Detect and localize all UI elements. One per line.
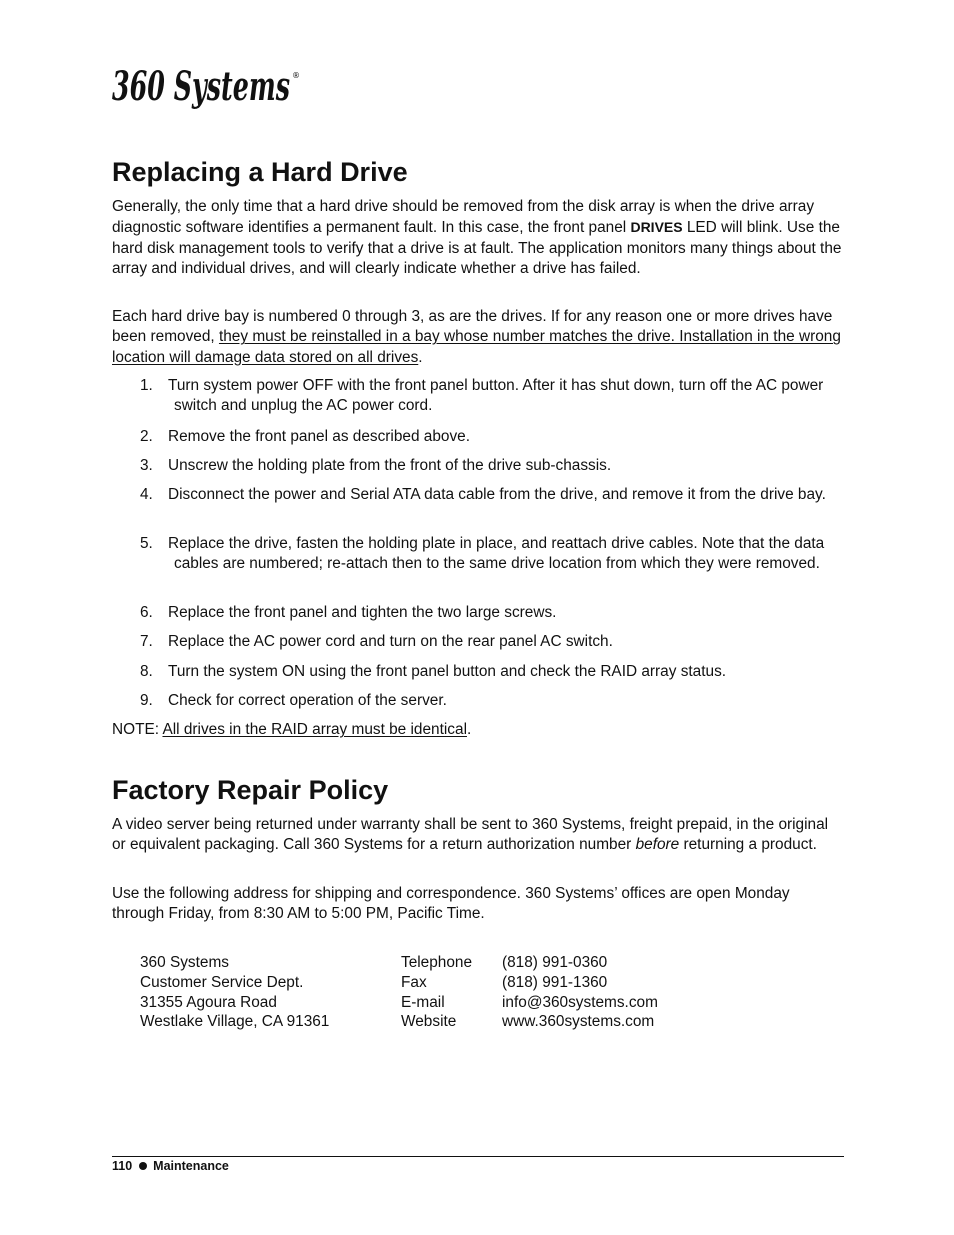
step-text: Turn system power OFF with the front panel button. After it has shut down, turn off the AC power switch and unplug the AC power cord.	[168, 377, 824, 415]
step-item	[140, 485, 845, 505]
step-item	[140, 662, 845, 682]
intro-text-2: LED will blink. Use the hard disk management tools to verify that a drive is at fault. The application monitors many things about the array and individual drives, and will clearly indicate whether a drive has failed.	[112, 219, 842, 277]
contact-value: (818) 991-1360	[502, 973, 608, 991]
contact-label: Telephone	[401, 954, 473, 971]
step-text: Replace the front panel and tighten the two large screws.	[168, 604, 557, 621]
footer-section-name: Maintenance	[153, 1159, 229, 1173]
contact-value: info@360systems.com	[502, 993, 658, 1011]
footer-divider	[112, 1156, 844, 1157]
step-item	[140, 534, 845, 575]
intro-paragraph	[112, 197, 842, 279]
section-title-factory-repair-policy: Factory Repair Policy	[112, 775, 389, 805]
step-text: Replace the AC power cord and turn on the rear panel AC switch.	[168, 633, 613, 650]
step-text: Check for correct operation of the server.	[168, 692, 447, 709]
warranty-emphasis: before	[635, 836, 680, 854]
step-number: 6.	[140, 604, 153, 621]
step-item	[140, 427, 845, 447]
step-number: 5.	[140, 535, 153, 552]
drive-bay-text-2: .	[418, 348, 423, 366]
office-hours-paragraph: Use the following address for shipping and correspondence. 360 Systems’ offices are open Monday through Friday, from 8:30 AM to 5:00 PM, Pacific Time.	[112, 885, 790, 923]
page-number: 110	[112, 1159, 133, 1173]
bullet-dot-icon	[139, 1162, 147, 1170]
step-text: Replace the drive, fasten the holding plate in place, and reattach drive cables. Note that the data cables are numbered; re-attach then to the same drive location from which they were removed.	[168, 535, 825, 573]
360-systems-logo-graphic	[110, 58, 310, 116]
step-item	[140, 691, 845, 711]
contact-label: E-mail	[401, 993, 445, 1011]
step-text: Remove the front panel as described above.	[168, 428, 471, 445]
logo-text: 360 Systems	[112, 63, 290, 110]
step-item	[140, 603, 845, 623]
note-prefix: NOTE:	[112, 721, 163, 738]
step-number: 1.	[140, 377, 153, 394]
warranty-text-2: returning a product.	[679, 836, 817, 854]
drives-led-label: DRIVES	[630, 219, 683, 236]
address-line: Customer Service Dept.	[140, 973, 304, 991]
step-text: Disconnect the power and Serial ATA data cable from the drive, and remove it from the drive bay.	[168, 486, 826, 503]
drive-bay-paragraph	[112, 307, 842, 368]
drive-bay-warning: they must be reinstalled in a bay whose number matches the drive. Installation in the wrong location will damage data stored on all drives	[112, 328, 841, 366]
identical-drives-note	[112, 720, 842, 740]
contact-value: www.360systems.com	[502, 1013, 655, 1031]
note-suffix: .	[466, 721, 472, 738]
step-item	[140, 456, 845, 476]
company-logo	[110, 58, 310, 116]
contact-value: (818) 991-0360	[502, 954, 608, 971]
drive-bay-text-1: Each hard drive bay is numbered 0 through 3, as are the drives. If for any reason one or more drives have been removed,	[112, 308, 833, 346]
note-text: All drives in the RAID array must be identical	[162, 721, 467, 738]
address-line: 31355 Agoura Road	[140, 993, 277, 1011]
section-title-replacing-hard-drive: Replacing a Hard Drive	[112, 157, 408, 187]
step-text: Turn the system ON using the front panel button and check the RAID array status.	[168, 663, 727, 680]
step-number: 3.	[140, 457, 153, 474]
registered-mark: ®	[292, 71, 300, 80]
warranty-text-1: A video server being returned under warranty shall be sent to 360 Systems, freight prepaid, in the original or equivalent packaging. Call 360 Systems for a return authorization number	[112, 816, 829, 854]
step-number: 7.	[140, 633, 153, 650]
step-text: Unscrew the holding plate from the front of the drive sub-chassis.	[168, 457, 612, 474]
warranty-paragraph	[112, 815, 842, 856]
page-footer	[112, 1158, 229, 1174]
contact-label: Fax	[401, 973, 427, 991]
address-line: 360 Systems	[140, 954, 229, 971]
step-item	[140, 632, 845, 652]
address-line: Westlake Village, CA 91361	[140, 1013, 330, 1031]
step-item	[140, 376, 845, 417]
step-number: 9.	[140, 692, 153, 709]
contact-label: Website	[401, 1013, 457, 1031]
step-number: 4.	[140, 486, 153, 503]
step-number: 2.	[140, 428, 153, 445]
step-number: 8.	[140, 663, 153, 680]
intro-text-1: Generally, the only time that a hard drive should be removed from the disk array is when the drive array diagnostic software identifies a permanent fault. In this case, the front panel	[112, 198, 815, 237]
